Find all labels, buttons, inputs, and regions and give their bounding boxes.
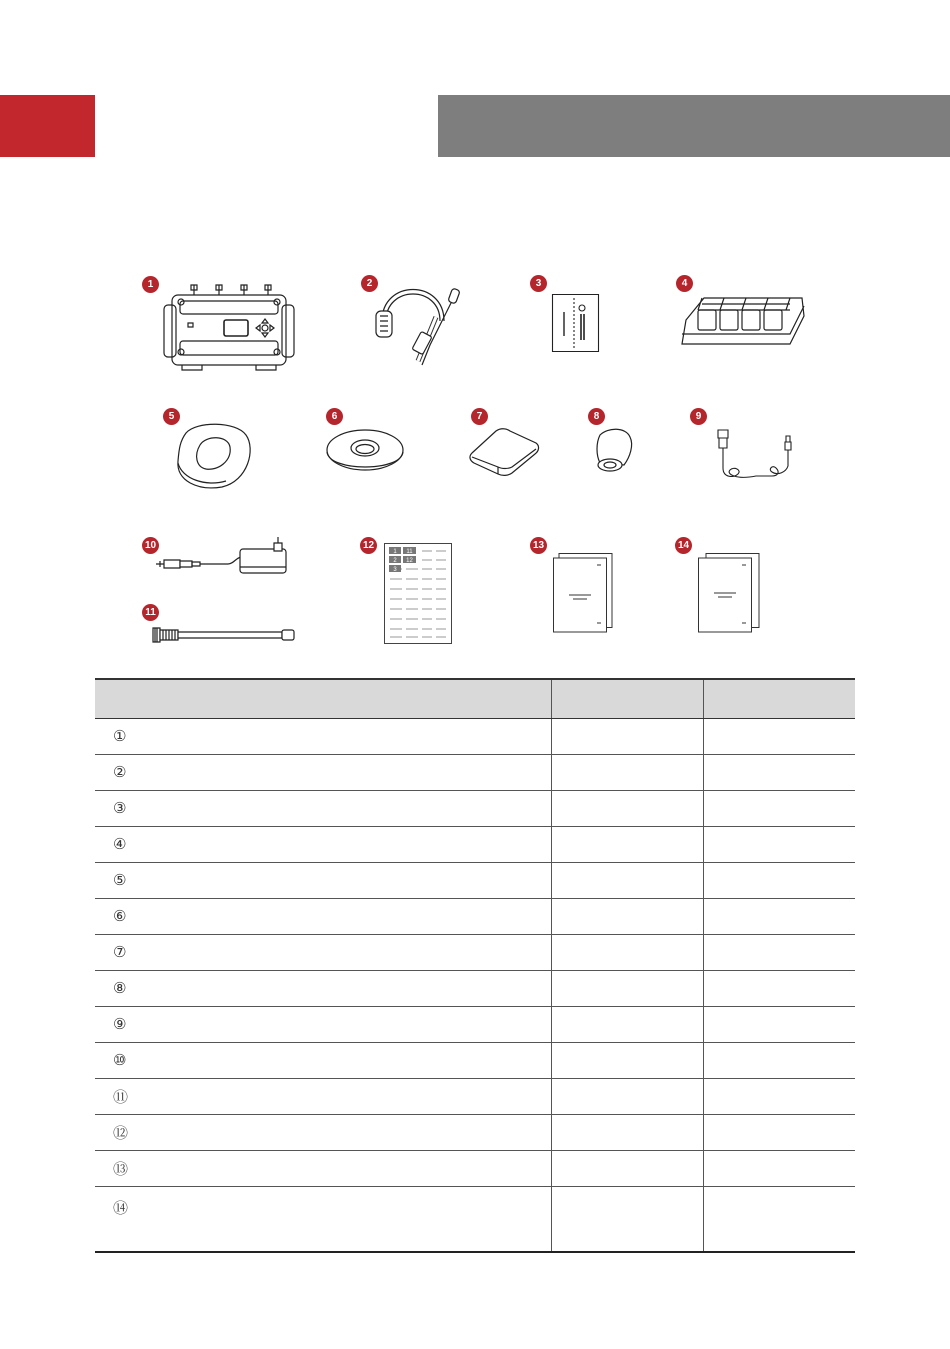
row-number: ⑩: [95, 1042, 551, 1078]
table-row: [95, 862, 855, 898]
table-row: [95, 970, 855, 1006]
label-sheet-icon: [384, 543, 452, 644]
pouch-icon: [468, 427, 540, 477]
item-number-badge: 9: [690, 408, 707, 425]
header-col-2: [551, 679, 703, 718]
item-number-badge: 12: [360, 537, 377, 554]
usb-cable-icon: [716, 428, 796, 483]
transceiver-unit-icon: [164, 285, 294, 371]
antenna-icon: [153, 625, 296, 645]
row-number: ③: [95, 790, 551, 826]
row-number: ⑦: [95, 934, 551, 970]
table-row: [95, 1078, 855, 1114]
headset-icon: [372, 283, 464, 367]
table-row: [95, 1042, 855, 1078]
section-header-bar: [438, 95, 950, 157]
row-number: ⑨: [95, 1006, 551, 1042]
manual-icon: [698, 553, 760, 633]
row-number: ②: [95, 754, 551, 790]
table-header-row: [95, 679, 855, 718]
label-tag: 1: [393, 549, 397, 555]
table-row: [95, 718, 855, 754]
item-number-badge: 2: [361, 275, 378, 292]
row-number: ⑪: [95, 1078, 551, 1114]
label-tag: 12: [406, 558, 413, 564]
row-number: ①: [95, 718, 551, 754]
mic-windscreen-icon: [594, 427, 634, 473]
package-contents-table: [95, 678, 855, 1253]
charging-dock-icon: [676, 294, 806, 352]
row-number: ⑫: [95, 1114, 551, 1150]
table-row: [95, 1114, 855, 1150]
item-number-badge: 14: [675, 537, 692, 554]
item-number-badge: 11: [142, 604, 159, 621]
label-tag: 11: [406, 549, 413, 555]
chapter-tab: [0, 95, 95, 157]
row-number: ⑭: [95, 1186, 551, 1252]
row-number: ⑥: [95, 898, 551, 934]
manual-icon: [553, 553, 613, 633]
table-row: [95, 934, 855, 970]
power-adapter-icon: [156, 537, 292, 577]
table-row: [95, 790, 855, 826]
ear-pad-icon: [325, 428, 405, 480]
item-number-badge: 10: [142, 537, 159, 554]
item-number-badge: 8: [588, 408, 605, 425]
header-col-3: [703, 679, 855, 718]
table-row: [95, 754, 855, 790]
item-number-badge: 4: [676, 275, 693, 292]
row-number: ⑤: [95, 862, 551, 898]
table-row: [95, 1150, 855, 1186]
table-row: [95, 1186, 855, 1252]
label-tag: 2: [393, 558, 397, 564]
item-number-badge: 3: [530, 275, 547, 292]
item-number-badge: 6: [326, 408, 343, 425]
item-number-badge: 13: [530, 537, 547, 554]
row-number: ⑬: [95, 1150, 551, 1186]
item-number-badge: 5: [163, 408, 180, 425]
table-row: [95, 826, 855, 862]
item-number-badge: 1: [142, 276, 159, 293]
ear-cushion-icon: [176, 423, 252, 490]
card-icon: [552, 294, 599, 352]
table-row: [95, 1006, 855, 1042]
header-item: [95, 679, 551, 718]
row-number: ④: [95, 826, 551, 862]
label-tag: 3: [393, 567, 397, 573]
table-row: [95, 898, 855, 934]
row-number: ⑧: [95, 970, 551, 1006]
item-number-badge: 7: [471, 408, 488, 425]
